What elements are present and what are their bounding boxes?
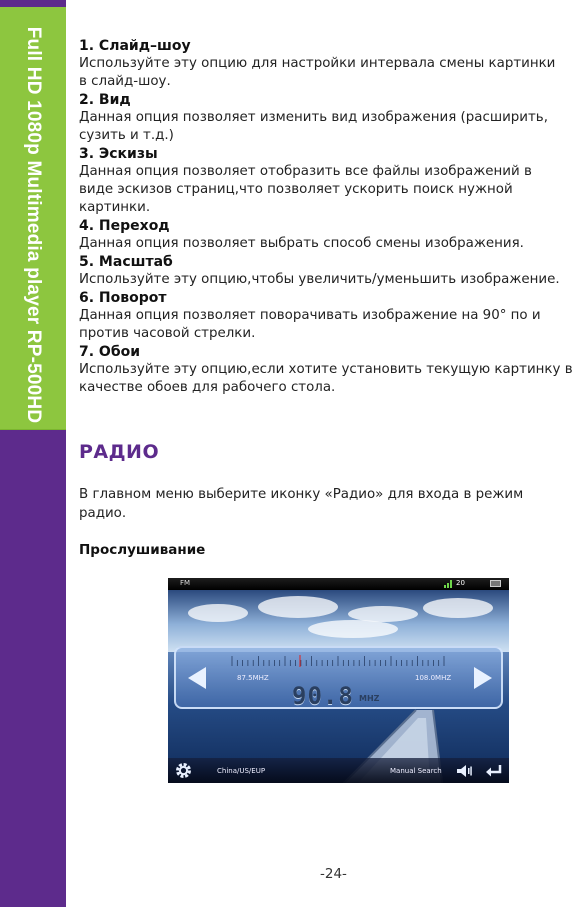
- player-toolbar: [168, 758, 509, 783]
- return-icon[interactable]: [485, 763, 502, 779]
- option-description-line: Данная опция позволяет отобразить все файлы изображений в: [79, 164, 532, 179]
- frequency-unit: MHZ: [359, 694, 380, 703]
- arrow-left-icon[interactable]: [188, 667, 206, 689]
- option-description-line: Данная опция позволяет выбрать способ смены изображения.: [79, 236, 524, 251]
- radio-heading: РАДИО: [79, 441, 160, 463]
- listening-heading: Прослушивание: [79, 542, 206, 558]
- radio-intro-line: В главном меню выберите иконку «Радио» для входа в режим: [79, 487, 524, 502]
- option-title: 7. Обои: [79, 344, 141, 360]
- option-title: 2. Вид: [79, 92, 131, 108]
- signal-icon: [444, 580, 453, 588]
- option-description-line: Используйте эту опцию,если хотите установить текущую картинку в: [79, 362, 573, 377]
- option-title: 1. Слайд–шоу: [79, 38, 191, 54]
- frequency-max-label: 108.0MHZ: [415, 674, 452, 682]
- option-title: 4. Переход: [79, 218, 170, 234]
- option-description-line: качестве обоев для рабочего стола.: [79, 380, 336, 395]
- sidebar-title-band: [0, 7, 66, 430]
- option-title: 6. Поворот: [79, 290, 167, 306]
- mode-label: FM: [180, 579, 191, 587]
- option-description-line: картинки.: [79, 200, 151, 215]
- radio-intro: [79, 485, 573, 523]
- page-number: -24-: [320, 866, 347, 882]
- option-description-line: в слайд-шоу.: [79, 74, 171, 89]
- frequency-min-label: 87.5MHZ: [237, 674, 269, 682]
- sidebar-title: Full HD 1080p Multimedia player RP-500HD: [23, 26, 44, 424]
- manual-search-button[interactable]: Manual Search: [390, 767, 442, 775]
- radio-player-screenshot: [168, 578, 509, 783]
- option-title: 5. Масштаб: [79, 254, 173, 270]
- option-description-line: против часовой стрелки.: [79, 326, 256, 341]
- signal-value: 20: [456, 579, 465, 587]
- tuner-panel: [174, 646, 503, 709]
- option-description-line: Данная опция позволяет изменить вид изображения (расширить,: [79, 110, 548, 125]
- status-bar: [168, 578, 509, 590]
- option-description-line: Используйте эту опцию для настройки интервала смены картинки: [79, 56, 556, 71]
- option-description-line: сузить и т.д.): [79, 128, 174, 143]
- gear-icon[interactable]: [175, 762, 192, 779]
- option-description-line: Используйте эту опцию,чтобы увеличить/уменьшить изображение.: [79, 272, 560, 287]
- region-button[interactable]: China/US/EUP: [217, 767, 266, 775]
- options-list: [79, 37, 573, 397]
- option-title: 3. Эскизы: [79, 146, 158, 162]
- frequency-value: 90.8: [292, 682, 354, 710]
- option-description-line: Данная опция позволяет поворачивать изображение на 90° по и: [79, 308, 541, 323]
- sidebar: [0, 0, 66, 907]
- battery-icon: [490, 580, 501, 587]
- arrow-right-icon[interactable]: [474, 667, 492, 689]
- option-description-line: виде эскизов страниц,что позволяет ускорить поиск нужной: [79, 182, 513, 197]
- speaker-icon[interactable]: [456, 763, 472, 779]
- frequency-scale: [228, 653, 448, 669]
- radio-intro-line: радио.: [79, 506, 127, 521]
